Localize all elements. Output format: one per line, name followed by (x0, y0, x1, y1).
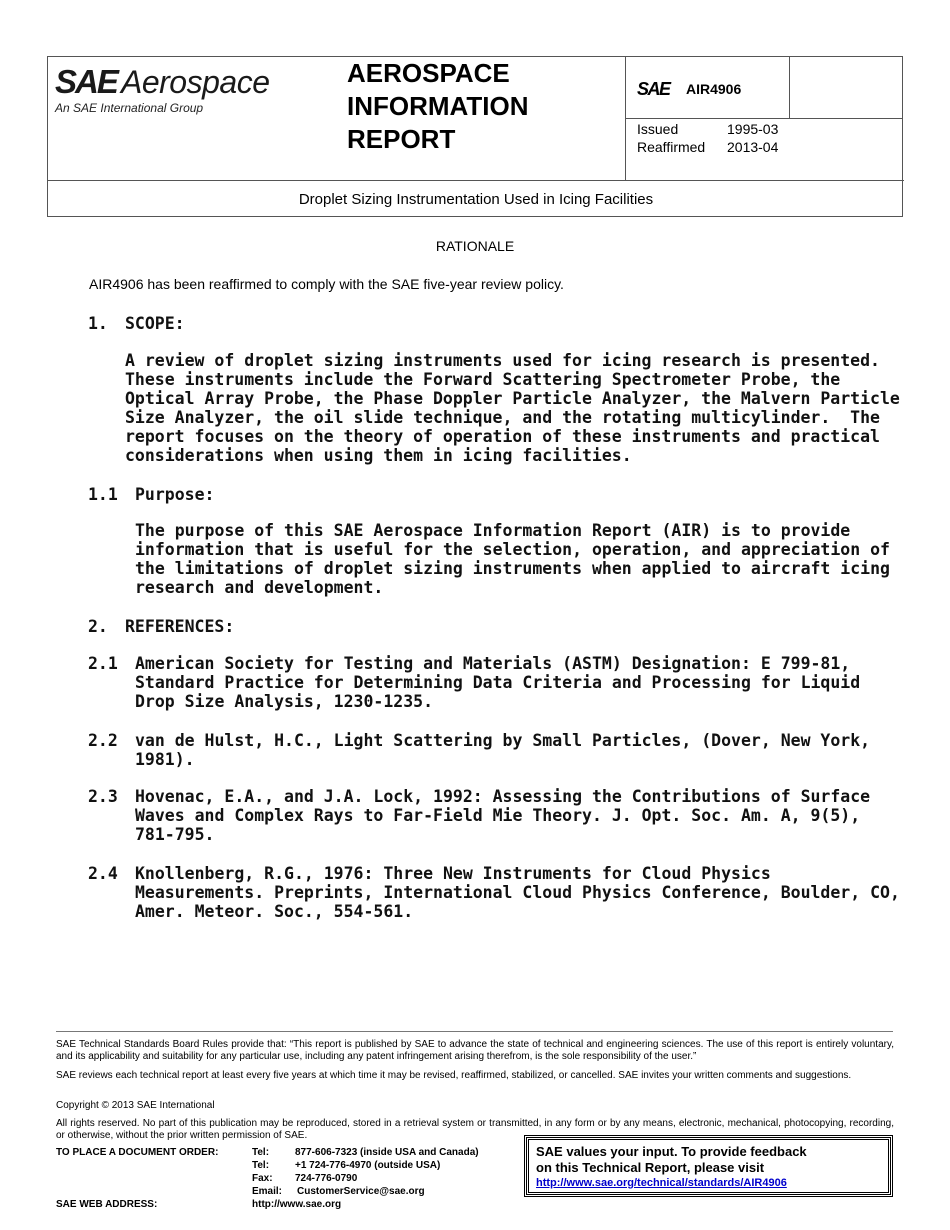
body-line: considerations when using them in icing facilities. (125, 446, 632, 465)
feedback-box (526, 1137, 891, 1195)
document-title: Droplet Sizing Instrumentation Used in Icing Facilities (298, 191, 654, 208)
body-line: Size Analyzer, the oil slide technique, and the rotating multicylinder. The (125, 408, 880, 427)
reference-line: American Society for Testing and Materials (ASTM) Designation: E 799-81, (135, 654, 851, 673)
logo-name: Aerospace (121, 64, 270, 100)
section-heading: REFERENCES: (125, 617, 235, 636)
contact-value: 877-606-7323 (inside USA and Canada) (295, 1147, 479, 1158)
feedback-line: on this Technical Report, please visit (536, 1160, 765, 1175)
reaffirmed-value: 2013-04 (727, 139, 779, 155)
body-line: the limitations of droplet sizing instruments when applied to aircraft icing (135, 559, 890, 578)
sae-mini-logo: SAE (637, 79, 670, 99)
feedback-line: SAE values your input. To provide feedback (536, 1144, 807, 1159)
document-dates (637, 120, 778, 156)
rationale-text: AIR4906 has been reaffirmed to comply with the SAE five-year review policy. (89, 276, 564, 292)
reference-line: Standard Practice for Determining Data Criteria and Processing for Liquid (135, 673, 861, 692)
section-heading: Purpose: (135, 485, 215, 504)
reference-line: Measurements. Preprints, International Cloud Physics Conference, Boulder, CO, (135, 883, 900, 902)
section-number: 1.1 (88, 485, 118, 504)
section-number: 1. (88, 314, 108, 333)
section-heading: SCOPE: (125, 314, 185, 333)
doc-type-line: AEROSPACE (347, 58, 510, 88)
body-line: These instruments include the Forward Scattering Spectrometer Probe, the (125, 370, 841, 389)
footer-review-text: SAE reviews each technical report at least every five years at which time it may be revised, reaffirmed, stabilized, or cancelled. SAE invites your written comments and suggestions. (56, 1070, 852, 1081)
contact-label: Tel: (252, 1147, 270, 1158)
feedback-link[interactable]: http://www.sae.org/technical/standards/AIR4906 (536, 1177, 787, 1189)
reference-line: Knollenberg, R.G., 1976: Three New Instruments for Cloud Physics (135, 864, 771, 883)
reference-number: 2.1 (88, 654, 118, 673)
body-line: Optical Array Probe, the Phase Doppler Particle Analyzer, the Malvern Particle (125, 389, 900, 408)
document-number: AIR4906 (686, 81, 742, 97)
divider (789, 57, 790, 118)
reaffirmed-label: Reaffirmed (637, 139, 706, 155)
doc-type-line: REPORT (347, 124, 456, 154)
body-line: research and development. (135, 578, 384, 597)
reference-number: 2.3 (88, 787, 118, 806)
sae-aerospace-logo (55, 63, 295, 113)
body-line: report focuses on the theory of operation of these instruments and practical (125, 427, 880, 446)
document-header (47, 56, 903, 217)
footer-rights-text: All rights reserved. No part of this publication may be reproduced, stored in a retrieval system or transmitted, in any form or by any means, electronic, mechanical, photocopying, recording, or otherwise, without the prior written permission of SAE. (56, 1118, 894, 1141)
divider (625, 118, 903, 119)
contact-label: Email: (252, 1186, 283, 1197)
reference-number: 2.4 (88, 864, 118, 883)
reference-line: Hovenac, E.A., and J.A. Lock, 1992: Assessing the Contributions of Surface (135, 787, 871, 806)
contact-label: Tel: (252, 1160, 270, 1171)
issued-label: Issued (637, 121, 679, 137)
reference-line: Waves and Complex Rays to Far-Field Mie Theory. J. Opt. Soc. Am. A, 9(5), (135, 806, 861, 825)
footer-rule (56, 1031, 893, 1032)
logo-tagline: An SAE International Group (55, 101, 204, 115)
body-line: information that is useful for the selection, operation, and appreciation of (135, 540, 890, 559)
contact-value: 724-776-0790 (295, 1173, 358, 1184)
contact-value: +1 724-776-4970 (outside USA) (295, 1160, 441, 1171)
order-label: TO PLACE A DOCUMENT ORDER: (56, 1147, 219, 1158)
contact-email[interactable]: CustomerService@sae.org (297, 1186, 425, 1197)
footer-copyright: Copyright © 2013 SAE International (56, 1100, 215, 1111)
feedback-text (536, 1144, 807, 1176)
issued-value: 1995-03 (727, 121, 779, 137)
footer-rules-text: SAE Technical Standards Board Rules provide that: “This report is published by SAE to advance the state of technical and engineering sciences. The use of this report is entirely voluntary, and its applicability and suitability for any particular use, including any patent infringement arising therefrom, is the sole responsibility of the user.” (56, 1039, 894, 1062)
contact-label: Fax: (252, 1173, 273, 1184)
reference-line: Amer. Meteor. Soc., 554-561. (135, 902, 414, 921)
reference-line: van de Hulst, H.C., Light Scattering by Small Particles, (Dover, New York, (135, 731, 871, 750)
web-address-link[interactable]: http://www.sae.org (252, 1199, 342, 1210)
section-number: 2. (88, 617, 108, 636)
reference-line: 781-795. (135, 825, 215, 844)
reference-line: 1981). (135, 750, 195, 769)
reference-line: Drop Size Analysis, 1230-1235. (135, 692, 434, 711)
body-line: The purpose of this SAE Aerospace Information Report (AIR) is to provide (135, 521, 851, 540)
doc-type-line: INFORMATION (347, 91, 529, 121)
document-type (347, 57, 529, 156)
web-label: SAE WEB ADDRESS: (56, 1199, 158, 1210)
reference-number: 2.2 (88, 731, 118, 750)
body-line: A review of droplet sizing instruments used for icing research is presented. (125, 351, 880, 370)
rationale-heading: RATIONALE (435, 238, 515, 254)
logo-brand: SAE (55, 63, 117, 100)
